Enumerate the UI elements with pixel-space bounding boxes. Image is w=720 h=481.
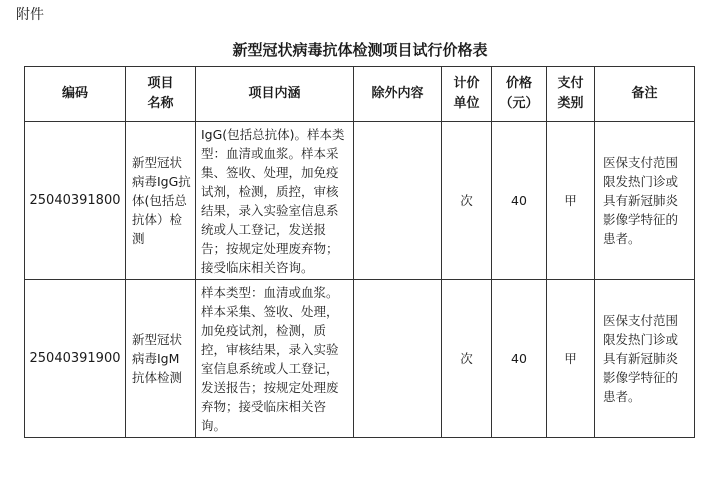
row-code: 25040391900 bbox=[25, 280, 126, 438]
row-content: IgG(包括总抗体)。样本类型：血清或血浆。样本采集、签收、处理，加免疫试剂，检测，质控，审核结果，录入实验室信息系统或人工登记，发送报告；按规定处理废弃物；接受临床相关咨询。 bbox=[196, 122, 354, 280]
header-payment bbox=[547, 67, 595, 122]
row-item-name: 新型冠状病毒IgG抗体(包括总抗体）检测 bbox=[126, 122, 196, 280]
row-price: 40 bbox=[492, 280, 547, 438]
header-row bbox=[25, 67, 695, 122]
row-unit: 次 bbox=[442, 280, 492, 438]
header-unit bbox=[442, 67, 492, 122]
document-title: 新型冠状病毒抗体检测项目试行价格表 bbox=[232, 41, 488, 59]
table-row bbox=[25, 280, 695, 438]
row-excluded bbox=[354, 280, 442, 438]
price-table bbox=[24, 66, 695, 438]
row-remarks: 医保支付范围限发热门诊或具有新冠肺炎影像学特征的患者。 bbox=[595, 280, 695, 438]
header-item-name-line1: 项目 bbox=[147, 76, 174, 91]
header-remarks: 备注 bbox=[595, 67, 695, 122]
header-item-name bbox=[126, 67, 196, 122]
header-unit-line1: 计价 bbox=[453, 76, 480, 91]
row-item-name: 新型冠状病毒IgM抗体检测 bbox=[126, 280, 196, 438]
header-price-line1: 价格 bbox=[505, 76, 532, 91]
table-row bbox=[25, 122, 695, 280]
row-price: 40 bbox=[492, 122, 547, 280]
header-price-line2: （元） bbox=[499, 96, 539, 111]
header-payment-line2: 类别 bbox=[557, 96, 584, 111]
row-payment: 甲 bbox=[547, 122, 595, 280]
header-excluded: 除外内容 bbox=[354, 67, 442, 122]
row-code: 25040391800 bbox=[25, 122, 126, 280]
row-excluded bbox=[354, 122, 442, 280]
row-remarks: 医保支付范围限发热门诊或具有新冠肺炎影像学特征的患者。 bbox=[595, 122, 695, 280]
header-item-name-line2: 名称 bbox=[147, 96, 174, 111]
header-code: 编码 bbox=[25, 67, 126, 122]
header-content: 项目内涵 bbox=[196, 67, 354, 122]
attachment-label: 附件 bbox=[16, 7, 44, 23]
header-price bbox=[492, 67, 547, 122]
row-content: 样本类型：血清或血浆。样本采集、签收、处理，加免疫试剂，检测，质控，审核结果，录入实验室信息系统或人工登记，发送报告；按规定处理废弃物；接受临床相关咨询。 bbox=[196, 280, 354, 438]
header-unit-line2: 单位 bbox=[453, 96, 480, 111]
header-payment-line1: 支付 bbox=[557, 76, 584, 91]
row-unit: 次 bbox=[442, 122, 492, 280]
row-payment: 甲 bbox=[547, 280, 595, 438]
